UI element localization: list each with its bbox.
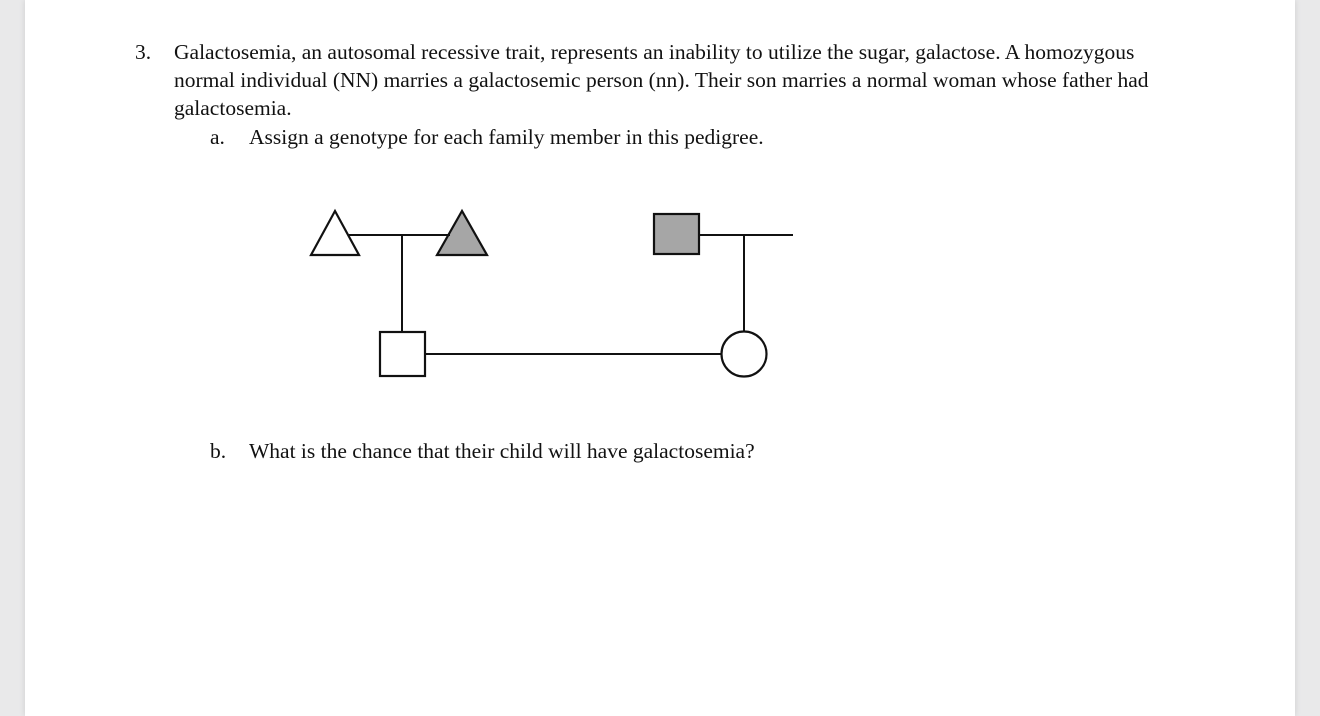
question-text-line-1: Galactosemia, an autosomal recessive trait, represents an inability to utilize the sugar, galactose. A homozygous — [174, 40, 1135, 64]
question-number: 3. — [135, 40, 152, 64]
pedigree-diagram — [25, 0, 1295, 716]
unaffected-parent-triangle — [311, 211, 359, 255]
part-a-label: a. — [210, 125, 225, 149]
affected-father-square — [654, 214, 699, 254]
question-text-line-2: normal individual (NN) marries a galactosemic person (nn). Their son marries a normal woman whose father had — [174, 68, 1149, 92]
document-page — [25, 0, 1295, 716]
normal-woman-circle — [722, 332, 767, 377]
part-b-label: b. — [210, 439, 227, 463]
question-text-line-3: galactosemia. — [174, 96, 292, 120]
affected-parent-triangle — [437, 211, 487, 255]
part-a-text: Assign a genotype for each family member in this pedigree. — [249, 125, 764, 149]
part-b-text: What is the chance that their child will have galactosemia? — [249, 439, 755, 463]
son-square — [380, 332, 425, 376]
